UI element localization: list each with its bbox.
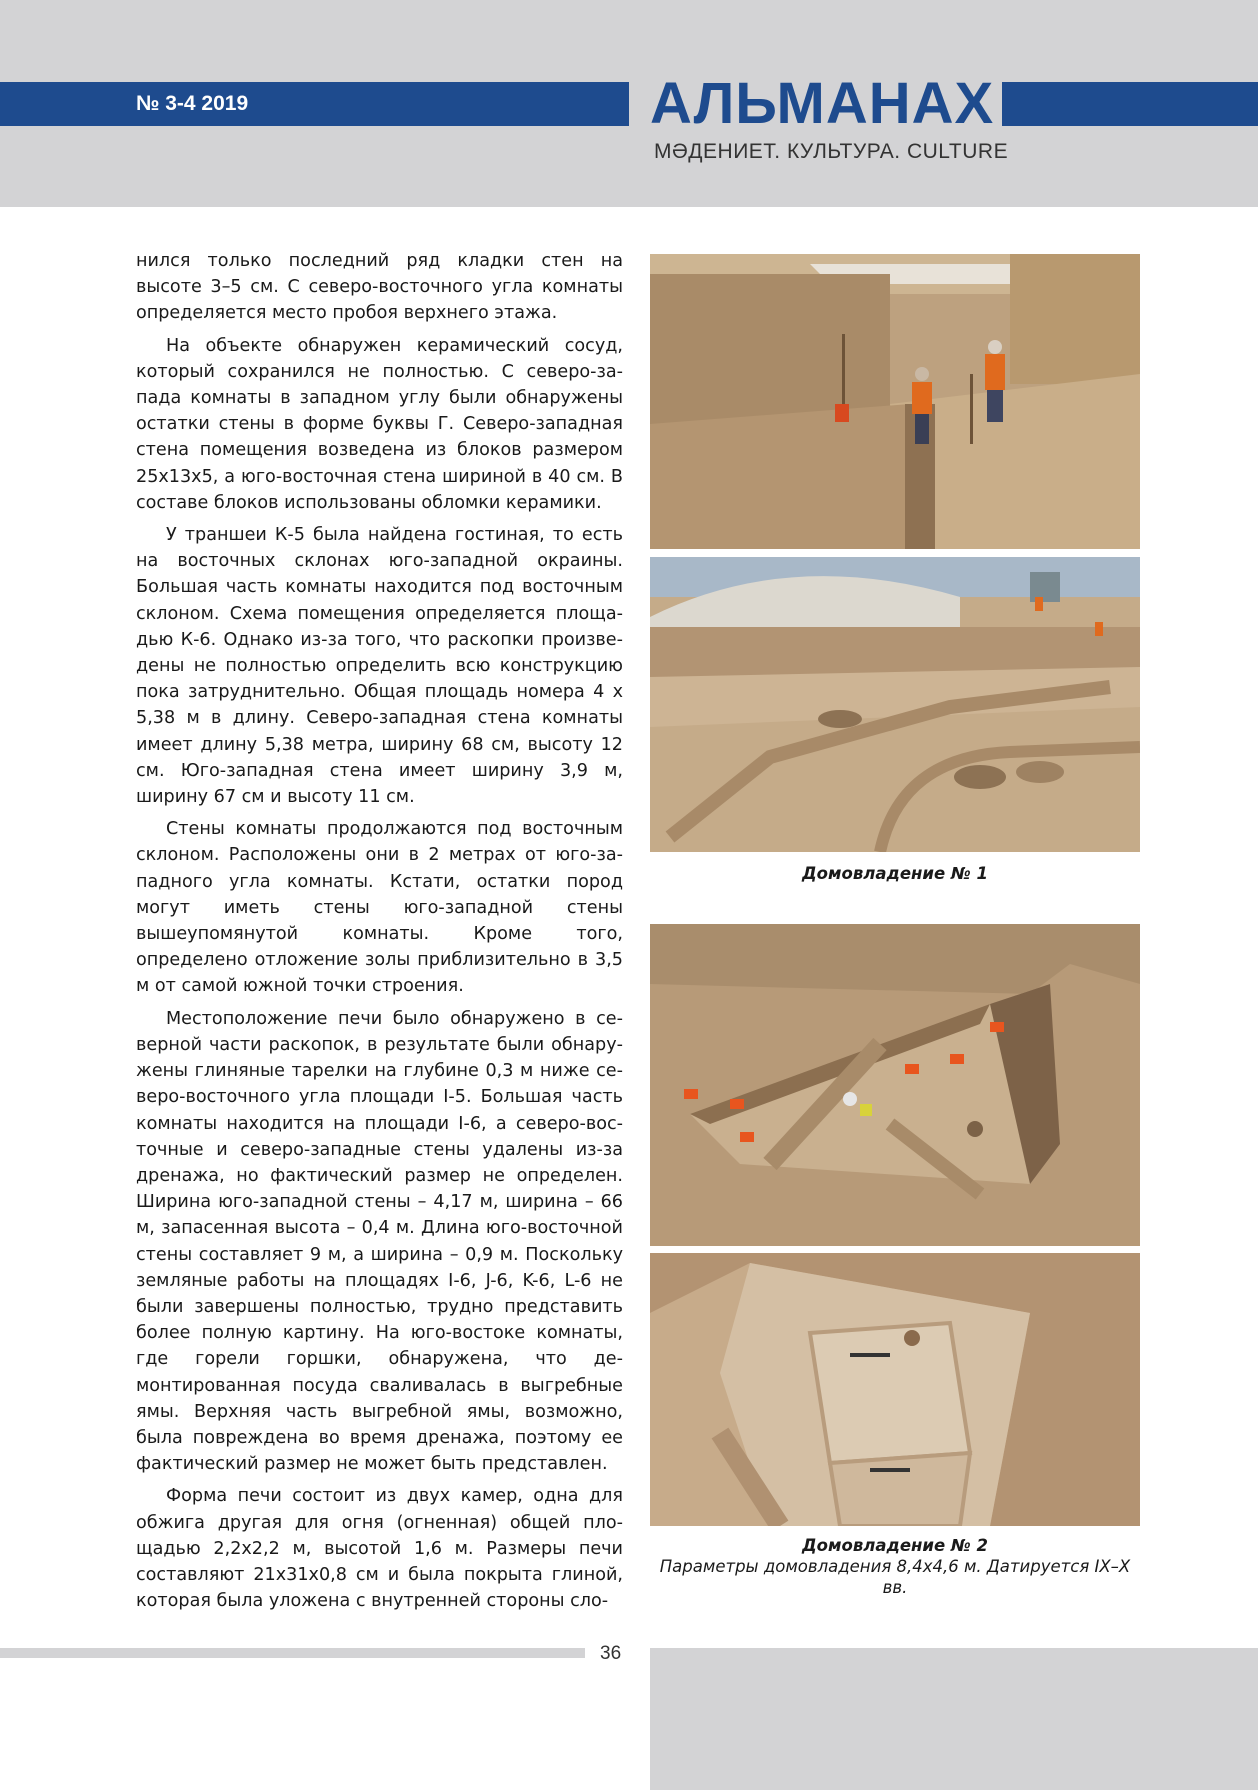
photo-aerial-trench: [650, 924, 1140, 1246]
caption-title: Домовладение № 1: [801, 864, 988, 883]
caption-text: Параметры домовладения 8,4x4,6 м. Датируется IX–X вв.: [659, 1557, 1131, 1597]
caption-figure-2: [650, 1535, 1140, 1598]
paragraph: Стены комнаты продолжаются под восточным склоном. Расположены они в 2 метрах от юго-западного угла комнаты. Кстати, остатки пород могут иметь стены юго-западной стены вышеупомянутой комнаты. Кроме того, определено отложение золы приблизительно в 3,5 м от самой южной точки строения.: [136, 819, 623, 997]
caption-title: Домовладение № 2: [801, 1536, 988, 1555]
paragraph: У траншеи К-5 была найдена гостиная, то есть на восточных склонах юго-западной окраины. Большая часть комнаты находится под восточным склоном. Схема помещения определяется площадью К-6. Однако из-за того, что раскопки произведены не полностью определить всю конструкцию пока затруднительно. Общая площадь номера 4 х 5,38 м в длину. Северо-западная стена комнаты имеет длину 5,38 метра, ширину 68 см, высоту 12 см. Юго-западная стена имеет ширину 3,9 м, ширину 67 см и высоту 11 см.: [136, 525, 623, 808]
header-bar-right: [1002, 82, 1258, 126]
page-number: 36: [600, 1643, 622, 1664]
paragraph: нился только последний ряд кладки стен на высоте 3–5 см. С северо-восточного угла комнаты определяется место пробоя верхнего этажа.: [136, 251, 623, 324]
photo-house-foundation: [650, 557, 1140, 852]
paragraph: Форма печи состоит из двух камер, одна для обжига другая для огня (огненная) общей площадью 2,2x2,2 м, высотой 1,6 м. Размеры печи составляют 21x31x0,8 см и была покрыта глиной, которая была уложена с внутренней стороны сло-: [136, 1486, 623, 1612]
issue-number: № 3-4 2019: [136, 92, 249, 115]
photo-wall-closeup: [650, 1253, 1140, 1526]
caption-figure-1: [650, 863, 1140, 884]
paragraph: Местоположение печи было обнаружено в северной части раскопок, в результате были обнаружены глиняные тарелки на глубине 0,3 м ниже северо-восточного угла площади I-5. Большая часть комнаты находится на площади I-6, а северо-восточные и северо-западные стены удалены из-за дренажа, но фактический размер не определен. Ширина юго-западной стены – 4,17 м, ширина – 66 м, запасенная высота – 0,4 м. Длина юго-восточной стены составляет 9 м, а ширина – 0,9 м. Поскольку земляные работы на площадях I-6, J-6, K-6, L-6 не были завершены полностью, трудно представить более полную картину. На юго-востоке комнаты, где горели горшки, обнаружена, что демонтированная посуда сваливалась в выгребные ямы. Верхняя часть выгребной ямы, возможно, была повреждена во время дренажа, поэтому ее фактический размер не может быть представлен.: [136, 1008, 623, 1475]
journal-subtitle: МӘДЕНИЕТ. КУЛЬТУРА. CULTURE: [654, 140, 1009, 163]
header-bar-left: [0, 82, 629, 126]
article-text: [136, 248, 623, 1620]
paragraph: На объекте обнаружен керамический сосуд, который сохранился не полностью. С северо-запада комнаты в западном углу были обнаружены остатки стены в форме буквы Г. Северо-западная стена помещения возведена из блоков размером 25x13x5, а юго-восточная стена шириной в 40 см. В составе блоков использованы обломки керамики.: [136, 335, 623, 513]
journal-title: АЛЬМАНАХ: [650, 71, 995, 136]
photo-excavation-trench: [650, 254, 1140, 549]
footer-rule: [0, 1648, 585, 1658]
footer-block: [650, 1648, 1258, 1790]
